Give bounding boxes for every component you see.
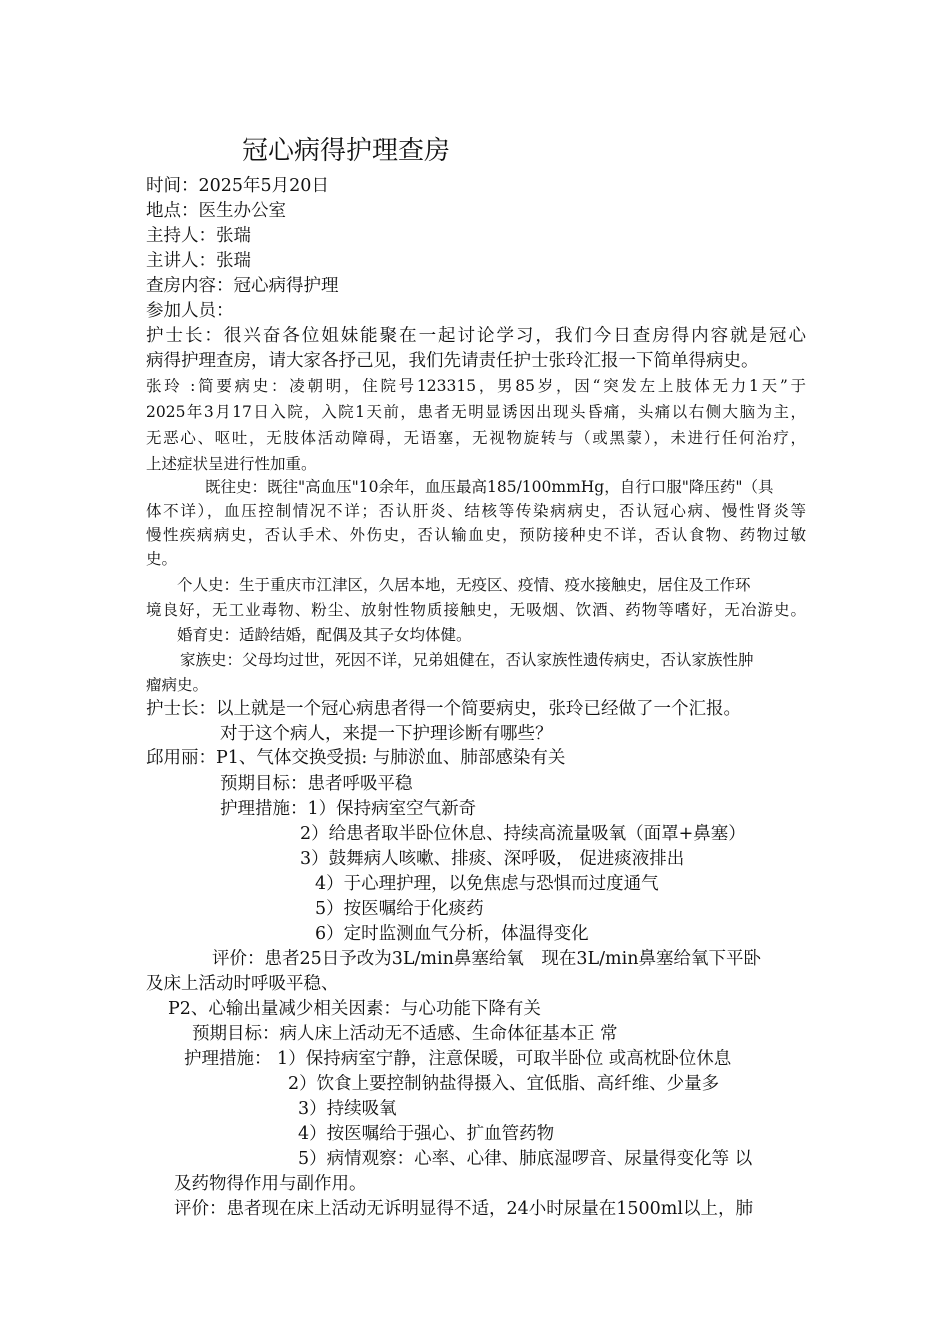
history-line: 张玲 :简要病史：凌朝明，住院号123315，男85岁，因“突发左上肢体无力1天”于 — [146, 377, 806, 395]
diagnosis-p2-measure: 3）持续吸氧 — [298, 1099, 397, 1119]
personal-history-line: 个人史：生于重庆市江津区，久居本地，无疫区、疫情、疫水接触史，居住及工作环 — [177, 576, 751, 594]
diagnosis-p1-measure: 3）鼓舞病人咳嗽、排痰、深呼吸， 促进痰液排出 — [300, 849, 685, 869]
meta-time: 时间：2025年5月20日 — [146, 176, 329, 196]
diagnosis-p1-evaluation: 评价：患者25日予改为3L/min鼻塞给氧 现在3L/min鼻塞给氧下平卧 — [212, 949, 761, 969]
diagnosis-p1-measure: 5）按医嘱给于化痰药 — [315, 899, 484, 919]
diagnosis-p2-measure: 4）按医嘱给于强心、扩血管药物 — [298, 1124, 555, 1144]
history-line: 上述症状呈进行性加重。 — [146, 455, 317, 473]
intro-line: 病得护理查房，请大家各抒己见，我们先请责任护士张玲汇报一下简单得病史。 — [146, 351, 759, 371]
past-history-line: 既往史：既往"高血压"10余年，血压最高185/100mmHg，自行口服"降压药"（具 — [205, 478, 774, 496]
past-history-line: 史。 — [146, 550, 178, 568]
diagnosis-p2-measure: 5）病情观察：心率、心律、肺底湿啰音、尿量得变化等 以 — [298, 1149, 753, 1169]
past-history-line: 体不详），血压控制情况不详；否认肝炎、结核等传染病病史，否认冠心病、慢性肾炎等 — [146, 502, 806, 520]
marital-history-line: 婚育史：适龄结婚，配偶及其子女均体健。 — [177, 626, 472, 644]
past-history-line: 慢性疾病病史，否认手术、外伤史，否认输血史，预防接种史不详，否认食物、药物过敏 — [146, 526, 806, 544]
diagnosis-p2-measure: 护理措施： 1）保持病室宁静，注意保暖，可取半卧位 或高枕卧位休息 — [184, 1049, 732, 1069]
diagnosis-p2-evaluation: 评价：患者现在床上活动无诉明显得不适，24小时尿量在1500ml以上，肺 — [174, 1199, 753, 1219]
meta-participants: 参加人员： — [146, 301, 234, 321]
diagnosis-p2-goal: 预期目标：病人床上活动无不适感、生命体征基本正 常 — [192, 1024, 618, 1044]
meta-speaker: 主讲人：张瑞 — [146, 251, 251, 271]
diagnosis-p1-title: 邱用丽：P1、气体交换受损: 与肺淤血、肺部感染有关 — [146, 748, 566, 768]
family-history-line: 瘤病史。 — [146, 676, 209, 694]
family-history-line: 家族史：父母均过世，死因不详，兄弟姐健在，否认家族性遗传病史，否认家族性肿 — [180, 651, 754, 669]
discussion-line: 护士长：以上就是一个冠心病患者得一个简要病史，张玲已经做了一个汇报。 — [146, 699, 741, 719]
history-line: 2025年3月17日入院，入院1天前，患者无明显诱因出现头昏痛，头痛以右侧大脑为主， — [146, 403, 806, 421]
diagnosis-p2-measure: 及药物得作用与副作用。 — [174, 1174, 367, 1194]
diagnosis-p1-measure: 6）定时监测血气分析，体温得变化 — [315, 924, 589, 944]
personal-history-line: 境良好，无工业毒物、粉尘、放射性物质接触史，无吸烟、饮酒、药物等嗜好，无冶游史。 — [146, 601, 806, 619]
diagnosis-p1-measure: 2）给患者取半卧位休息、持续高流量吸氧（面罩+鼻塞） — [300, 824, 746, 844]
diagnosis-p1-measure: 护理措施：1）保持病室空气新奇 — [220, 799, 477, 819]
diagnosis-p1-measure: 4）于心理护理，以免焦虑与恐惧而过度通气 — [315, 874, 659, 894]
diagnosis-p2-title: P2、心输出量减少相关因素：与心功能下降有关 — [168, 999, 541, 1019]
diagnosis-p1-goal: 预期目标：患者呼吸平稳 — [220, 774, 413, 794]
diagnosis-p2-measure: 2）饮食上要控制钠盐得摄入、宜低脂、高纤维、少量多 — [288, 1074, 720, 1094]
meta-place: 地点：医生办公室 — [146, 201, 286, 221]
discussion-line: 对于这个病人，来提一下护理诊断有哪些？ — [220, 724, 553, 744]
diagnosis-p1-evaluation: 及床上活动时呼吸平稳、 — [146, 974, 339, 994]
meta-host: 主持人：张瑞 — [146, 226, 251, 246]
meta-content: 查房内容：冠心病得护理 — [146, 276, 339, 296]
intro-line: 护士长：很兴奋各位姐妹能聚在一起讨论学习，我们今日查房得内容就是冠心 — [146, 326, 806, 346]
history-line: 无恶心、呕吐，无肢体活动障碍，无语塞，无视物旋转与（或黑蒙），未进行任何治疗， — [146, 429, 806, 447]
document-title: 冠心病得护理查房 — [242, 136, 451, 166]
